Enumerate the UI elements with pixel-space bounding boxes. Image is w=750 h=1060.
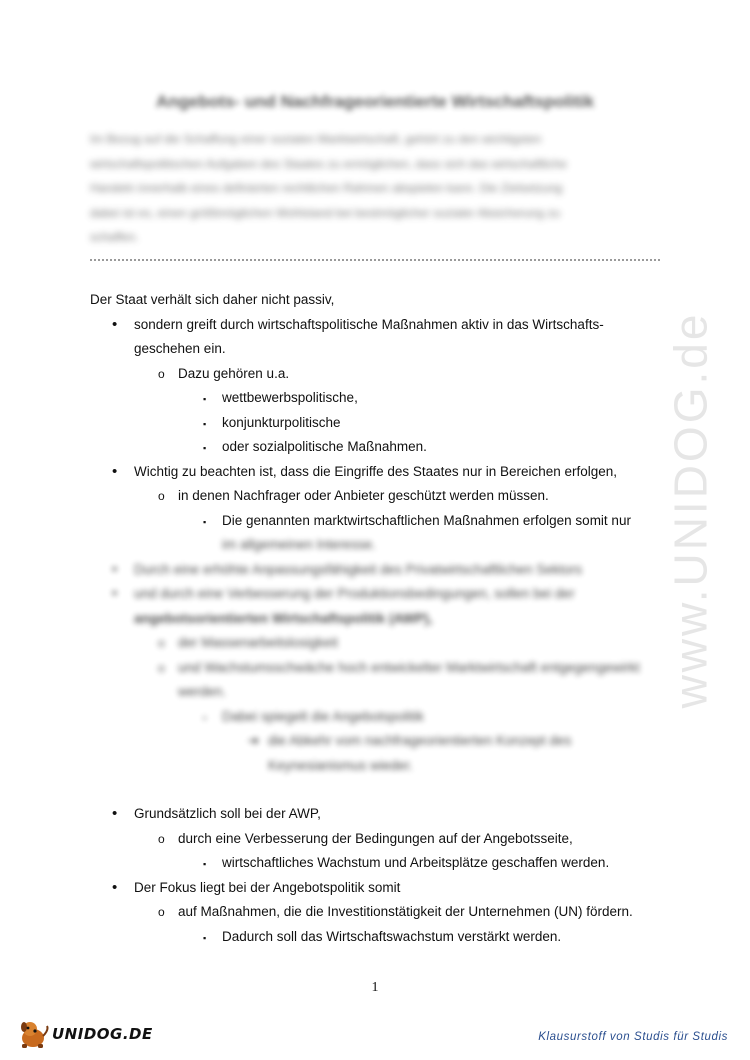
line-text: im allgemeinen Interesse. [222,537,376,552]
list-item [90,411,670,436]
line-text: Dabei spiegelt die Angebotspolitik [222,708,424,724]
line-text: Durch eine erhöhte Anpassungsfähigkeit des Privatwirtschaftlichen Sektors [134,561,582,577]
intro-line: dabei ist es, einen größtmöglichen Wohlstand bei bestmöglicher sozialer Absicherung zu [90,205,561,220]
bullet-dot-icon: • [112,805,118,822]
line-text: auf Maßnahmen, die die Investitionstätigkeit der Unternehmen (UN) fördern. [178,904,633,919]
bullet-dot-icon: • [112,462,118,480]
page-number: 1 [371,980,379,995]
list-item [90,313,670,338]
list-item [90,876,670,901]
text-line [90,533,670,558]
list-item [90,435,670,460]
line-text: und Wachstumsschwäche hoch entwickelter Marktwirtschaft entgegengewirkt [178,659,640,675]
bullet-dot-icon: • [112,315,118,333]
footer-tagline: Klausurstoff von Studis für Studis [538,1031,728,1043]
line-text: angebotsorientierten Wirtschaftspolitik (AWP), [134,610,433,626]
list-item [90,631,670,656]
bullet-dot-icon: • [112,585,118,602]
list-item [90,656,670,681]
line-text: oder sozialpolitische Maßnahmen. [222,439,427,454]
logo-text: UNIDOG.DE [52,1025,153,1043]
bullet-circle-icon: o [158,489,165,503]
list-item [90,484,670,509]
text-line [90,288,670,313]
line-text: Der Fokus liegt bei der Angebotspolitik somit [134,879,401,895]
list-item [90,362,670,387]
list-item [90,558,670,583]
bullet-dot-icon: • [112,878,118,896]
list-item [90,900,670,925]
intro-line: Handeln innerhalb eines definierten rechtlichen Rahmen abspielen kann. Die Zielsetzung [90,181,563,195]
list-item [90,509,670,534]
list-item [90,386,670,411]
bullet-dot-icon: • [112,560,118,578]
text-line [90,337,670,362]
bullet-arrow-icon: ➔ [248,733,260,748]
list-item [90,460,670,485]
spacer [90,778,670,802]
line-text: Grundsätzlich soll bei der AWP, [134,806,321,821]
line-text: Dazu gehören u.a. [178,365,290,381]
line-text: der Massenarbeitslosigkeit [178,635,338,650]
line-text: sondern greift durch wirtschaftspolitische Maßnahmen aktiv in das Wirtschafts- [134,316,604,332]
bullet-square-icon: ▪ [203,443,207,453]
dog-mascot-icon [16,1018,50,1050]
intro-line: schaffen. [90,230,139,244]
bullet-circle-icon: o [158,660,165,675]
intro-line: wirtschaftspolitischen Aufgaben des Staates zu ermöglichen, dass sich das wirtschaftliche [90,156,567,171]
line-text: konjunkturpolitische [222,414,341,430]
unidog-logo[interactable] [16,1018,153,1050]
intro-line: Im Bezug auf die Schaffung einer sozialen Marktwirtschaft, gehört zu den wichtigsten [90,132,542,146]
line-text: Keynesianismus wieder. [268,757,413,773]
bullet-square-icon: ▪ [203,418,207,429]
list-item [90,925,670,950]
line-text: wettbewerbspolitische, [222,390,358,405]
line-text: und durch eine Verbesserung der Produktionsbedingungen, sollen bei der [134,586,575,601]
bullet-square-icon: ▪ [203,932,207,943]
line-text: durch eine Verbesserung der Bedingungen auf der Angebotsseite, [178,830,573,846]
line-text: geschehen ein. [134,341,226,356]
line-text: Der Staat verhält sich daher nicht passiv, [90,292,335,307]
line-text: Die genannten marktwirtschaftlichen Maßnahmen erfolgen somit nur [222,512,631,528]
document-body [90,288,670,949]
list-item [90,827,670,852]
text-line [90,680,670,705]
line-text: in denen Nachfrager oder Anbieter geschützt werden müssen. [178,488,549,503]
line-text: werden. [178,684,227,699]
dotted-separator [90,259,660,261]
text-line [90,607,670,632]
bullet-square-icon: ▪ [203,516,207,527]
list-item [90,851,670,876]
bullet-circle-icon: o [158,905,165,919]
line-text: die Abkehr vom nachfrageorientierten Konzept des [268,733,572,748]
list-item [90,582,670,607]
line-text: Wichtig zu beachten ist, dass die Eingriffe des Staates nur in Bereichen erfolgen, [134,463,618,479]
bullet-circle-icon: o [158,831,165,846]
line-text: wirtschaftliches Wachstum und Arbeitsplätze geschaffen werden. [222,855,610,870]
document-title: Angebots- und Nachfrageorientierte Wirtschaftspolitik [155,92,595,111]
list-item [90,802,670,827]
list-item [90,729,670,754]
intro-paragraph [90,127,660,250]
bullet-circle-icon: o [158,366,165,381]
list-item [90,705,670,730]
text-line [90,754,670,779]
bullet-square-icon: ▪ [203,394,207,404]
line-text: Dadurch soll das Wirtschaftswachstum verstärkt werden. [222,928,562,944]
bullet-square-icon: ▪ [203,859,207,869]
watermark-text: www.UNIDOG.de [664,311,717,709]
bullet-square-icon: ▪ [203,712,207,723]
bullet-circle-icon: o [158,636,165,650]
